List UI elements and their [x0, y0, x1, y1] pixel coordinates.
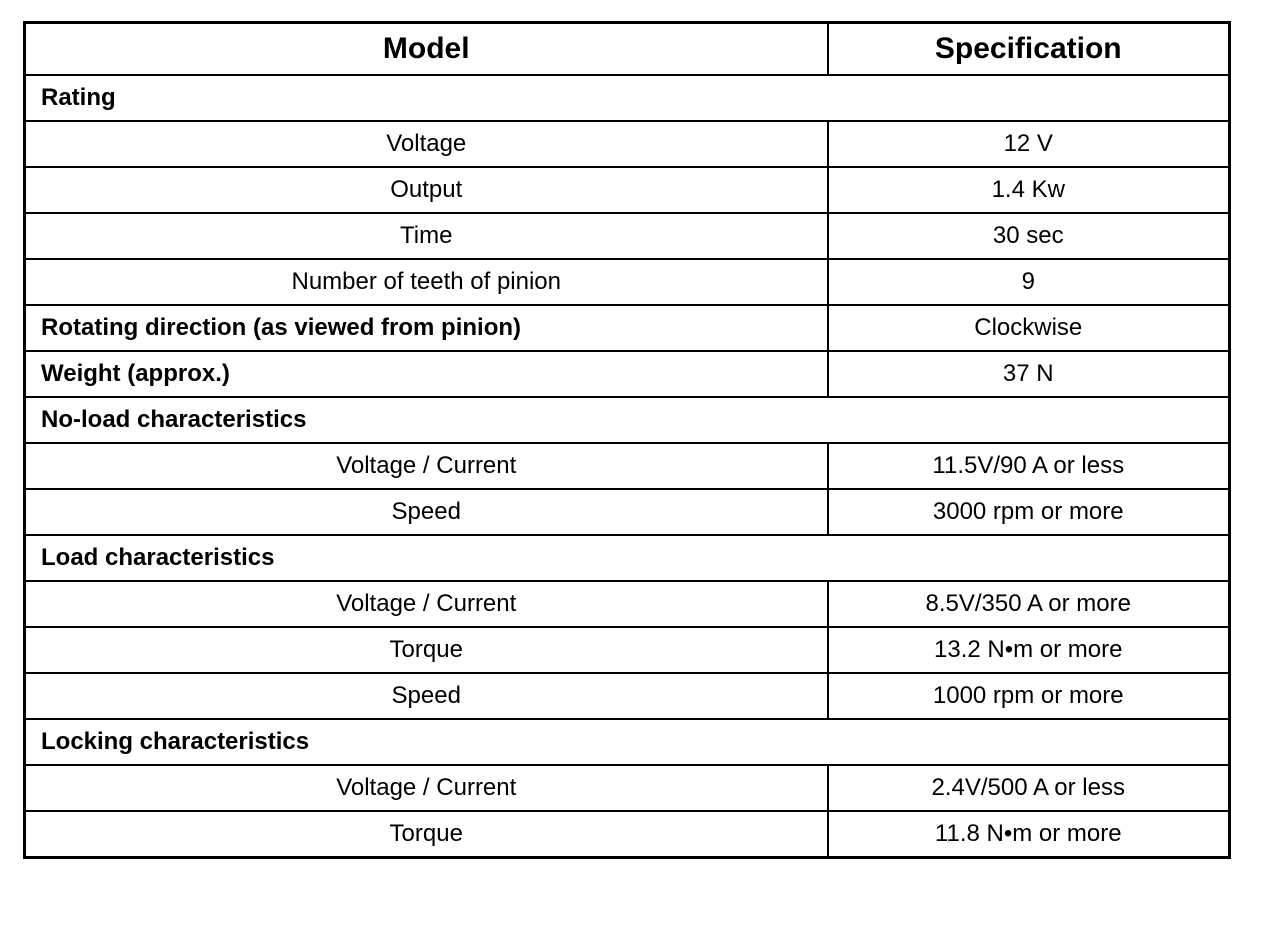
section-label: No-load characteristics	[25, 397, 1230, 443]
section-row-locking	[25, 719, 1230, 765]
row-label: Time	[25, 213, 828, 259]
table-row	[25, 167, 1230, 213]
row-label: Speed	[25, 673, 828, 719]
table-row	[25, 627, 1230, 673]
table-header-row	[25, 23, 1230, 76]
table-row	[25, 305, 1230, 351]
table-row	[25, 121, 1230, 167]
row-value: 3000 rpm or more	[828, 489, 1230, 535]
row-value: 1.4 Kw	[828, 167, 1230, 213]
table-row	[25, 673, 1230, 719]
table-row	[25, 765, 1230, 811]
row-label: Rotating direction (as viewed from pinion)	[25, 305, 828, 351]
section-label: Load characteristics	[25, 535, 1230, 581]
row-label: Voltage / Current	[25, 443, 828, 489]
row-label: Torque	[25, 811, 828, 858]
table-row	[25, 489, 1230, 535]
row-label: Number of teeth of pinion	[25, 259, 828, 305]
row-value: 8.5V/350 A or more	[828, 581, 1230, 627]
row-label: Voltage / Current	[25, 765, 828, 811]
section-row-rating	[25, 75, 1230, 121]
row-value: 37 N	[828, 351, 1230, 397]
row-value: 13.2 N•m or more	[828, 627, 1230, 673]
table-row	[25, 581, 1230, 627]
specification-table	[23, 21, 1231, 859]
table-row	[25, 811, 1230, 858]
row-label: Output	[25, 167, 828, 213]
row-value: Clockwise	[828, 305, 1230, 351]
section-label: Locking characteristics	[25, 719, 1230, 765]
section-row-load	[25, 535, 1230, 581]
row-value: 11.5V/90 A or less	[828, 443, 1230, 489]
table-row	[25, 443, 1230, 489]
table-row	[25, 213, 1230, 259]
row-label: Voltage / Current	[25, 581, 828, 627]
row-value: 1000 rpm or more	[828, 673, 1230, 719]
section-row-no-load	[25, 397, 1230, 443]
row-value: 11.8 N•m or more	[828, 811, 1230, 858]
row-label: Weight (approx.)	[25, 351, 828, 397]
specification-column-header: Specification	[828, 23, 1230, 76]
row-value: 2.4V/500 A or less	[828, 765, 1230, 811]
row-label: Speed	[25, 489, 828, 535]
row-value: 30 sec	[828, 213, 1230, 259]
model-column-header: Model	[25, 23, 828, 76]
table-row	[25, 351, 1230, 397]
row-label: Torque	[25, 627, 828, 673]
row-value: 12 V	[828, 121, 1230, 167]
row-label: Voltage	[25, 121, 828, 167]
table-row	[25, 259, 1230, 305]
section-label: Rating	[25, 75, 1230, 121]
row-value: 9	[828, 259, 1230, 305]
